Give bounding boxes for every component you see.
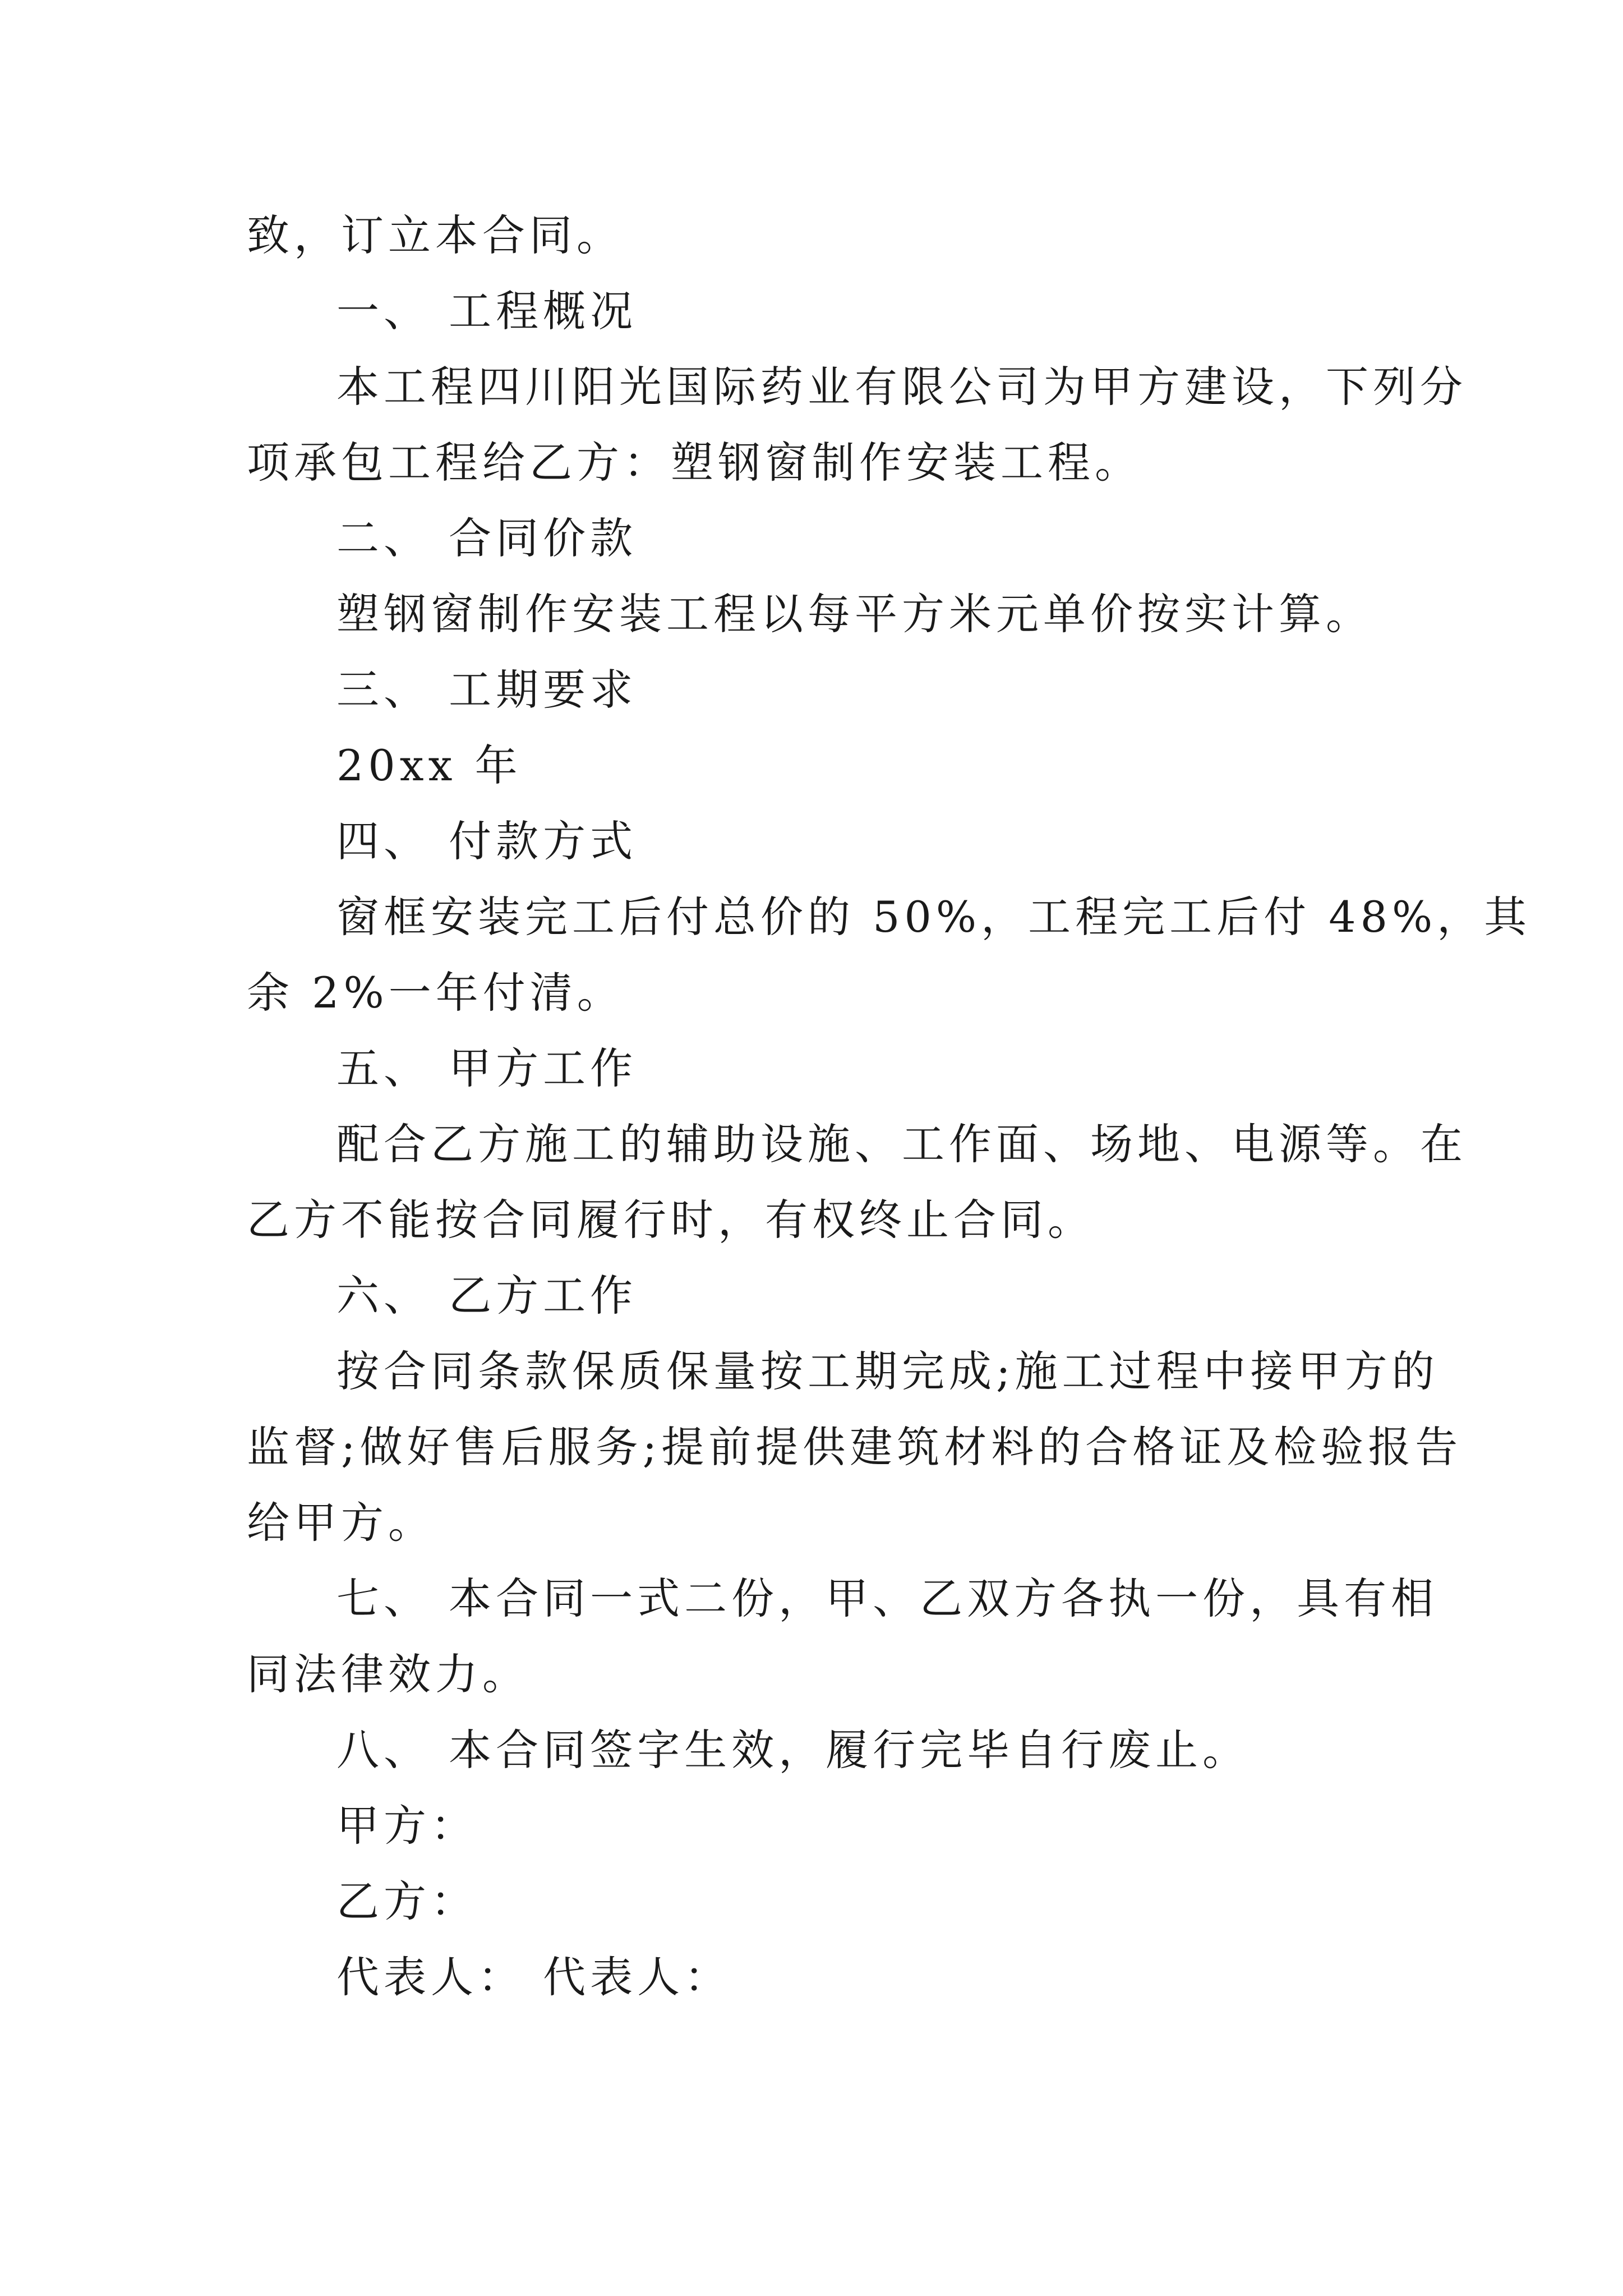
- text-line: 按合同条款保质保量按工期完成;施工过程中接甲方的: [336, 1346, 1439, 1396]
- text-line: 20xx 年: [336, 740, 522, 790]
- text-line: 给甲方。: [247, 1498, 435, 1548]
- section-heading-1: 一、 工程概况: [336, 286, 638, 336]
- party-b-signature-line: 乙方：: [336, 1876, 478, 1926]
- section-heading-4: 四、 付款方式: [336, 816, 638, 866]
- section-heading-5: 五、 甲方工作: [336, 1043, 638, 1093]
- text-line: 窗框安装完工后付总价的 50%，工程完工后付 48%，其: [336, 892, 1532, 942]
- party-a-signature-line: 甲方：: [336, 1801, 478, 1851]
- section-heading-6: 六、 乙方工作: [336, 1271, 638, 1320]
- text-line: 项承包工程给乙方：塑钢窗制作安装工程。: [247, 438, 1142, 487]
- text-line: 监督;做好售后服务;提前提供建筑材料的合格证及检验报告: [247, 1422, 1463, 1472]
- text-line: 同法律效力。: [247, 1649, 529, 1699]
- section-heading-8: 八、 本合同签字生效，履行完毕自行废止。: [336, 1725, 1250, 1775]
- text-line: 乙方不能按合同履行时，有权终止合同。: [247, 1195, 1095, 1245]
- text-line: 余 2%一年付清。: [247, 968, 624, 1018]
- text-line: 配合乙方施工的辅助设施、工作面、场地、电源等。在: [336, 1119, 1467, 1169]
- section-heading-7: 七、 本合同一式二份，甲、乙双方各执一份，具有相: [336, 1573, 1438, 1623]
- section-heading-2: 二、 合同价款: [336, 513, 638, 563]
- text-line: 致，订立本合同。: [247, 210, 624, 260]
- representative-signature-line: 代表人： 代表人：: [336, 1952, 732, 2002]
- section-heading-3: 三、 工期要求: [336, 665, 638, 715]
- text-line: 塑钢窗制作安装工程以每平方米元单价按实计算。: [336, 589, 1373, 639]
- text-line: 本工程四川阳光国际药业有限公司为甲方建设，下列分: [336, 362, 1467, 412]
